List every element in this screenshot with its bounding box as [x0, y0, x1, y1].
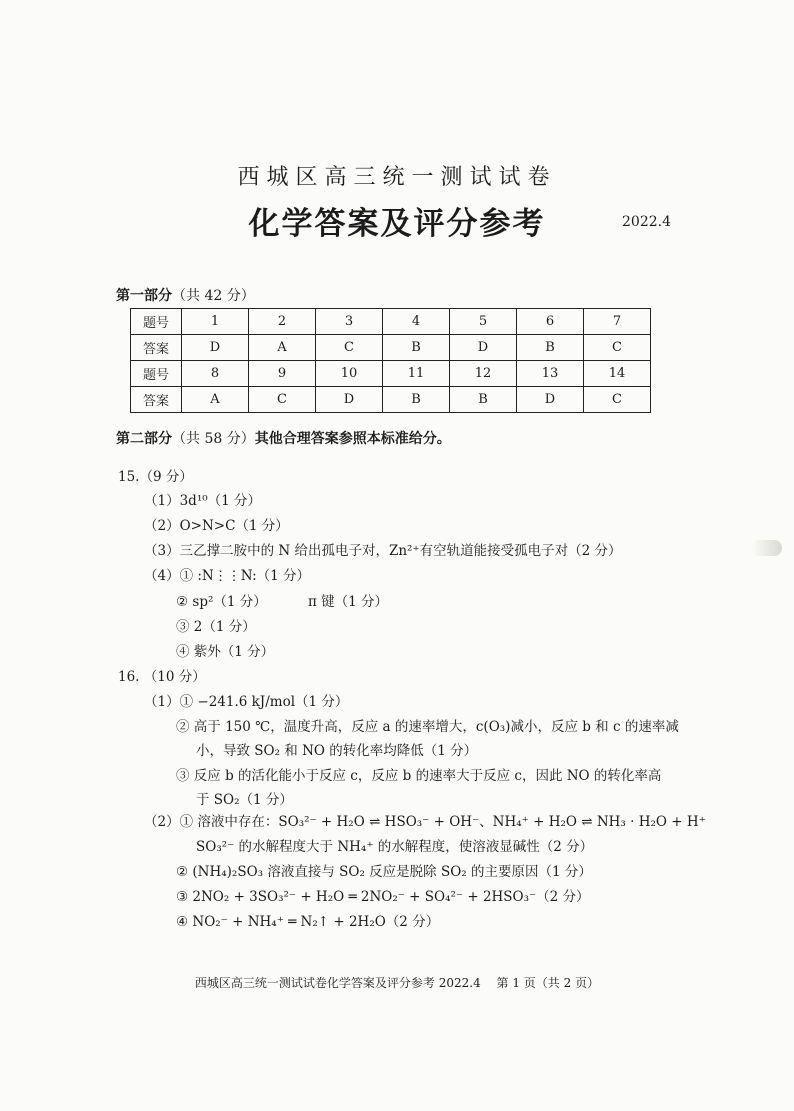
- table-cell: D: [450, 335, 517, 361]
- scan-smudge: [752, 540, 782, 556]
- q15-title: 15.（9 分）: [118, 469, 193, 485]
- q16-title: 16. （10 分）: [118, 669, 206, 685]
- q16-line: （1）① −241.6 kJ/mol（1 分）: [144, 694, 349, 710]
- table-row: [131, 309, 651, 335]
- table-cell: 14: [584, 361, 651, 387]
- table-cell: 5: [450, 309, 517, 335]
- q15-line: ② sp²（1 分）: [176, 594, 267, 610]
- q15-line: （3）三乙撑二胺中的 N 给出孤电子对，Zn²⁺有空轨道能接受孤电子对（2 分）: [144, 543, 622, 559]
- part2-label: 第二部分: [116, 431, 172, 447]
- table-row: [131, 335, 651, 361]
- q16-line: ③ 2NO₂ + 3SO₃²⁻ + H₂O ═ 2NO₂⁻ + SO₄²⁻ + 2HSO₃⁻（2 分）: [176, 889, 590, 905]
- q15-line: π 键（1 分）: [308, 594, 389, 610]
- table-cell: B: [517, 335, 584, 361]
- table-cell: 题号: [131, 309, 182, 335]
- q16-line: 于 SO₂（1 分）: [196, 792, 293, 808]
- table-cell: C: [584, 387, 651, 413]
- part1-heading: [116, 285, 255, 305]
- exam-date: 2022.4: [622, 214, 671, 230]
- table-cell: 题号: [131, 361, 182, 387]
- table-cell: C: [249, 387, 316, 413]
- table-row: [131, 387, 651, 413]
- table-cell: 9: [249, 361, 316, 387]
- table-cell: B: [383, 387, 450, 413]
- answer-title: 化学答案及评分参考: [248, 206, 546, 242]
- table-cell: C: [316, 335, 383, 361]
- q15-line: （2）O>N>C（1 分）: [144, 518, 289, 534]
- q15-line: ③ 2（1 分）: [176, 619, 256, 635]
- table-cell: D: [517, 387, 584, 413]
- part1-label: 第一部分: [116, 288, 172, 304]
- table-row: [131, 361, 651, 387]
- table-cell: 8: [182, 361, 249, 387]
- table-cell: 2: [249, 309, 316, 335]
- table-cell: B: [450, 387, 517, 413]
- table-cell: 4: [383, 309, 450, 335]
- table-cell: D: [182, 335, 249, 361]
- table-cell: 1: [182, 309, 249, 335]
- page-footer: 西城区高三统一测试试卷化学答案及评分参考 2022.4 第 1 页（共 2 页）: [194, 976, 600, 990]
- part2-extra: 其他合理答案参照本标准给分。: [254, 431, 451, 447]
- part2-heading: [116, 428, 451, 448]
- table-cell: D: [316, 387, 383, 413]
- table-cell: C: [584, 335, 651, 361]
- table-cell: 答案: [131, 387, 182, 413]
- q16-line: （2）① 溶液中存在：SO₃²⁻ + H₂O ⇌ HSO₃⁻ + OH⁻、NH₄⁺ + H₂O ⇌ NH₃ · H₂O + H⁺: [144, 814, 706, 830]
- table-cell: 答案: [131, 335, 182, 361]
- table-cell: 7: [584, 309, 651, 335]
- table-cell: 3: [316, 309, 383, 335]
- q16-line: ③ 反应 b 的活化能小于反应 c，反应 b 的速率大于反应 c，因此 NO 的转化率高: [176, 768, 662, 784]
- part2-note: （共 58 分）: [172, 431, 255, 447]
- q16-line: ④ NO₂⁻ + NH₄⁺ ═ N₂↑ + 2H₂O（2 分）: [176, 914, 440, 930]
- table-cell: B: [383, 335, 450, 361]
- table-cell: A: [182, 387, 249, 413]
- part1-note: （共 42 分）: [172, 288, 255, 304]
- table-cell: A: [249, 335, 316, 361]
- table-cell: 11: [383, 361, 450, 387]
- table-cell: 12: [450, 361, 517, 387]
- q15-line: （1）3d¹⁰（1 分）: [144, 493, 262, 509]
- table-cell: 13: [517, 361, 584, 387]
- q16-line: ② (NH₄)₂SO₃ 溶液直接与 SO₂ 反应是脱除 SO₂ 的主要原因（1 分）: [176, 864, 592, 880]
- exam-title: 西城区高三统一测试试卷: [237, 165, 557, 190]
- q16-line: SO₃²⁻ 的水解程度大于 NH₄⁺ 的水解程度，使溶液显碱性（2 分）: [196, 839, 594, 855]
- q16-line: ② 高于 150 ℃，温度升高，反应 a 的速率增大，c(O₃)减小，反应 b 和 c 的速率减: [176, 719, 679, 735]
- table-cell: 10: [316, 361, 383, 387]
- q16-line: 小，导致 SO₂ 和 NO 的转化率均降低（1 分）: [196, 743, 478, 759]
- q15-line: （4）① :N⋮⋮N:（1 分）: [144, 568, 311, 584]
- q15-line: ④ 紫外（1 分）: [176, 644, 275, 660]
- answer-table: [130, 308, 651, 413]
- table-cell: 6: [517, 309, 584, 335]
